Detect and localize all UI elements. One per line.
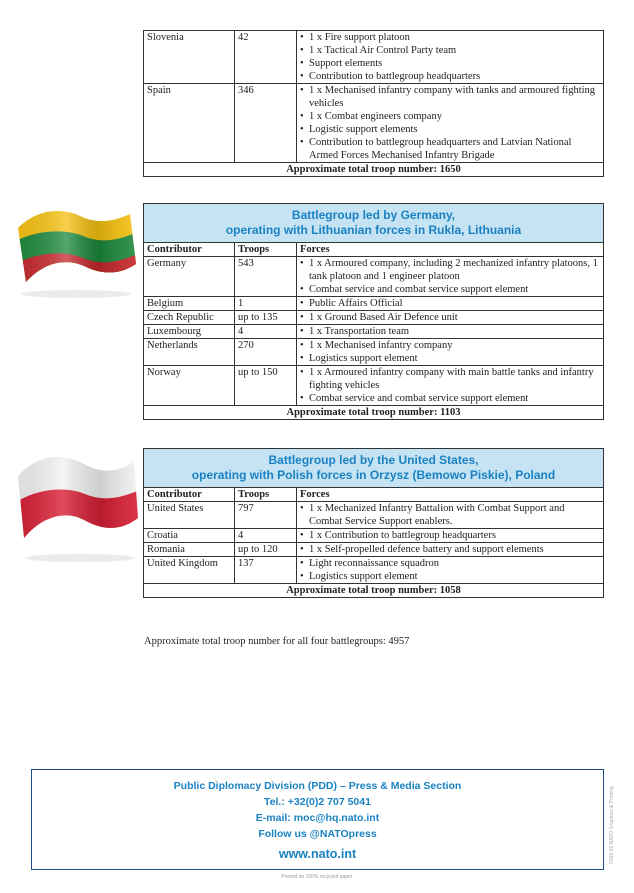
forces-item: • Support elements [300, 57, 600, 70]
forces-cell [297, 31, 604, 84]
forces-item: • 1 x Armoured company, including 2 mechanized infantry platoons, 1 tank platoon and 1 engineer platoon [300, 257, 600, 283]
forces-cell [297, 311, 604, 325]
forces-item: • 1 x Armoured infantry company with main battle tanks and infantry fighting vehicles [300, 366, 600, 392]
footer-phone: Tel.: +32(0)2 707 5041 [264, 796, 371, 808]
column-header-troops: Troops [235, 243, 297, 257]
troops-cell: 4 [235, 529, 297, 543]
table-row [144, 257, 604, 297]
forces-item: • 1 x Contribution to battlegroup headquarters [300, 529, 600, 542]
column-header-troops: Troops [235, 488, 297, 502]
table-row [144, 366, 604, 406]
contact-footer [31, 769, 604, 870]
total-troops: Approximate total troop number: 1650 [144, 163, 604, 177]
troops-cell: up to 150 [235, 366, 297, 406]
contributor-cell: United Kingdom [144, 557, 235, 584]
footer-division: Public Diplomacy Division (PDD) – Press & Media Section [173, 780, 462, 792]
title-line-2: operating with Polish forces in Orzysz (Bemowo Piskie), Poland [191, 468, 556, 482]
troops-cell: 346 [235, 84, 297, 163]
total-summary: Approximate total troop number for all four battlegroups: 4957 [144, 636, 410, 647]
contributor-cell: Luxembourg [144, 325, 235, 339]
recycled-paper-note: Printed on 100% recycled paper [281, 874, 353, 880]
troops-cell: 797 [235, 502, 297, 529]
header-row [144, 243, 604, 257]
forces-item: • 1 x Ground Based Air Defence unit [300, 311, 600, 324]
column-header-contributor: Contributor [144, 488, 235, 502]
troops-cell: 543 [235, 257, 297, 297]
side-print-code [604, 770, 618, 866]
forces-cell [297, 557, 604, 584]
contributor-cell: Spain [144, 84, 235, 163]
troops-cell: 4 [235, 325, 297, 339]
forces-cell [297, 502, 604, 529]
forces-list [300, 297, 600, 310]
contributor-cell: Netherlands [144, 339, 235, 366]
poland-flag-icon [10, 446, 140, 566]
contributor-cell: Croatia [144, 529, 235, 543]
battlegroup-title [144, 204, 604, 243]
contributor-cell: Germany [144, 257, 235, 297]
forces-item: • 1 x Self-propelled defence battery and support elements [300, 543, 600, 556]
title-line-2: operating with Lithuanian forces in Rukla, Lithuania [225, 223, 522, 237]
forces-item: • Public Affairs Official [300, 297, 600, 310]
table-row [144, 325, 604, 339]
total-row [144, 406, 604, 420]
total-row [144, 163, 604, 177]
side-print-code-text: 0195-02 NATO Graphics & Printing [609, 786, 615, 864]
header-row [144, 488, 604, 502]
table-poland-battlegroup [143, 448, 604, 598]
forces-cell [297, 529, 604, 543]
total-troops: Approximate total troop number: 1103 [144, 406, 604, 420]
title-row [144, 204, 604, 243]
forces-list [300, 366, 600, 405]
forces-list [300, 84, 600, 162]
contributor-cell: Belgium [144, 297, 235, 311]
table-row [144, 557, 604, 584]
contributor-cell: Norway [144, 366, 235, 406]
footer-website-link[interactable]: www.nato.int [278, 847, 357, 861]
total-row [144, 584, 604, 598]
total-troops: Approximate total troop number: 1058 [144, 584, 604, 598]
contributor-cell: United States [144, 502, 235, 529]
forces-item: • 1 x Combat engineers company [300, 110, 600, 123]
forces-item: • Combat service and combat service support element [300, 283, 600, 296]
forces-list [300, 557, 600, 583]
title-line-1: Battlegroup led by the United States, [268, 453, 479, 467]
forces-item: • Contribution to battlegroup headquarters and Latvian National Armed Forces Mechanised Infantry Brigade [300, 136, 600, 162]
forces-list [300, 325, 600, 338]
column-header-contributor: Contributor [144, 243, 235, 257]
forces-cell [297, 543, 604, 557]
forces-item: • Combat service and combat service support element [300, 392, 600, 405]
forces-cell [297, 257, 604, 297]
forces-cell [297, 84, 604, 163]
column-header-forces: Forces [297, 243, 604, 257]
table-latvia-continued [143, 30, 604, 177]
troops-cell: 42 [235, 31, 297, 84]
table-row [144, 339, 604, 366]
forces-item: • 1 x Mechanised infantry company [300, 339, 600, 352]
table-lithuania-battlegroup [143, 203, 604, 420]
contributor-cell: Czech Republic [144, 311, 235, 325]
title-line-1: Battlegroup led by Germany, [291, 208, 456, 222]
forces-item: • Logistics support element [300, 352, 600, 365]
forces-cell [297, 325, 604, 339]
forces-list [300, 502, 600, 528]
title-row [144, 449, 604, 488]
forces-item: • 1 x Mechanised infantry company with tanks and armoured fighting vehicles [300, 84, 600, 110]
forces-item: • 1 x Fire support platoon [300, 31, 600, 44]
troops-cell: 1 [235, 297, 297, 311]
forces-cell [297, 339, 604, 366]
lithuania-flag-icon [8, 200, 138, 300]
forces-list [300, 543, 600, 556]
forces-item: • 1 x Mechanized Infantry Battalion with Combat Support and Combat Service Support enablers. [300, 502, 600, 528]
forces-item: • 1 x Tactical Air Control Party team [300, 44, 600, 57]
table-row [144, 529, 604, 543]
troops-cell: up to 135 [235, 311, 297, 325]
table-row [144, 84, 604, 163]
table-row [144, 311, 604, 325]
forces-cell [297, 297, 604, 311]
table-row [144, 31, 604, 84]
forces-list [300, 31, 600, 83]
table-row [144, 543, 604, 557]
contributor-cell: Slovenia [144, 31, 235, 84]
forces-item: • Logistic support elements [300, 123, 600, 136]
troops-cell: 137 [235, 557, 297, 584]
footer-twitter[interactable]: Follow us @NATOpress [258, 828, 377, 840]
table-row [144, 502, 604, 529]
forces-cell [297, 366, 604, 406]
forces-list [300, 257, 600, 296]
troops-cell: up to 120 [235, 543, 297, 557]
forces-item: • Contribution to battlegroup headquarters [300, 70, 600, 83]
footer-email[interactable]: E-mail: moc@hq.nato.int [255, 812, 380, 824]
battlegroup-title [144, 449, 604, 488]
column-header-forces: Forces [297, 488, 604, 502]
forces-list [300, 339, 600, 365]
forces-list [300, 311, 600, 324]
forces-item: • 1 x Transportation team [300, 325, 600, 338]
table-row [144, 297, 604, 311]
contributor-cell: Romania [144, 543, 235, 557]
forces-item: • Light reconnaissance squadron [300, 557, 600, 570]
forces-list [300, 529, 600, 542]
troops-cell: 270 [235, 339, 297, 366]
forces-item: • Logistics support element [300, 570, 600, 583]
